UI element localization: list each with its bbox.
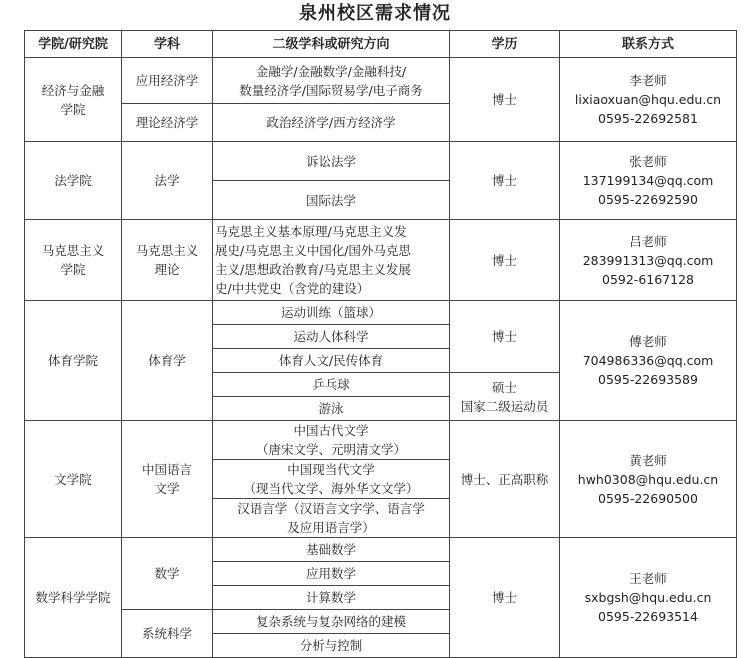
college-line: 经济与金融 bbox=[41, 82, 105, 98]
contact-name: 张老师 bbox=[629, 154, 667, 169]
degree-cell bbox=[450, 373, 560, 421]
table-row bbox=[25, 142, 737, 181]
degree-cell: 博士 bbox=[450, 142, 560, 220]
table-row bbox=[25, 421, 737, 460]
contact-cell bbox=[560, 538, 737, 658]
direction-cell: 分析与控制 bbox=[213, 634, 450, 658]
direction-cell bbox=[213, 58, 450, 104]
subject-line: 中国语言 bbox=[141, 462, 192, 477]
subject-line: 文学 bbox=[154, 481, 180, 496]
subject-cell bbox=[122, 421, 213, 538]
direction-line: （现当代文学、海外华文文学） bbox=[243, 481, 419, 496]
college-cell bbox=[25, 220, 122, 301]
direction-line: （唐宋文学、元明清文学） bbox=[255, 442, 406, 457]
table-row bbox=[25, 538, 737, 562]
degree-line: 硕士 bbox=[491, 379, 517, 395]
contact-email[interactable]: lixiaoxuan@hqu.edu.cn bbox=[574, 92, 722, 107]
contact-name: 王老师 bbox=[629, 571, 667, 586]
college-cell: 法学院 bbox=[25, 142, 122, 220]
header-subject: 学科 bbox=[122, 31, 213, 58]
page-title: 泉州校区需求情况 bbox=[299, 3, 451, 24]
contact-cell bbox=[560, 58, 737, 142]
direction-line: 汉语言学（汉语言文字学、语言学 bbox=[237, 501, 425, 516]
direction-line: 主义/思想政治教育/马克思主义发展 bbox=[215, 262, 411, 277]
contact-name: 李老师 bbox=[629, 73, 667, 88]
contact-phone: 0595-22690500 bbox=[598, 490, 698, 506]
direction-line: 数量经济学/国际贸易学/电子商务 bbox=[239, 82, 423, 98]
contact-cell bbox=[560, 142, 737, 220]
contact-phone: 0595-22692590 bbox=[598, 192, 698, 207]
table-row bbox=[25, 301, 737, 325]
header-direction: 二级学科或研究方向 bbox=[213, 31, 450, 58]
subject-cell: 体育学 bbox=[122, 301, 213, 421]
subject-line: 马克思主义 bbox=[135, 243, 199, 258]
degree-cell: 博士 bbox=[450, 301, 560, 373]
degree-cell: 博士 bbox=[450, 220, 560, 301]
direction-cell: 基础数学 bbox=[213, 538, 450, 562]
contact-cell bbox=[560, 220, 737, 301]
direction-cell bbox=[213, 220, 450, 301]
subject-cell bbox=[122, 220, 213, 301]
direction-line: 展史/马克思主义中国化/国外马克思 bbox=[215, 243, 411, 258]
direction-line: 中国现当代文学 bbox=[287, 462, 375, 477]
contact-cell bbox=[560, 421, 737, 538]
contact-name: 傅老师 bbox=[629, 334, 667, 349]
contact-cell bbox=[560, 301, 737, 421]
contact-email[interactable]: hwh0308@hqu.edu.cn bbox=[577, 471, 719, 487]
degree-cell: 博士、正高职称 bbox=[450, 421, 560, 538]
contact-email[interactable]: sxbgsh@hqu.edu.cn bbox=[584, 590, 712, 605]
direction-cell: 政治经济学/西方经济学 bbox=[213, 104, 450, 142]
direction-line: 马克思主义基本原理/马克思主义发 bbox=[215, 224, 407, 239]
direction-line: 金融学/金融数学/金融科技/ bbox=[255, 63, 407, 79]
direction-cell: 应用数学 bbox=[213, 562, 450, 586]
header-contact: 联系方式 bbox=[560, 31, 737, 58]
table-header-row bbox=[25, 31, 737, 58]
college-cell: 文学院 bbox=[25, 421, 122, 538]
contact-email[interactable]: 137199134@qq.com bbox=[582, 173, 714, 188]
subject-cell: 数学 bbox=[122, 538, 213, 610]
degree-cell: 博士 bbox=[450, 58, 560, 142]
subject-cell: 理论经济学 bbox=[122, 104, 213, 142]
direction-line: 史/中共党史（含党的建设） bbox=[215, 281, 370, 296]
subject-cell: 法学 bbox=[122, 142, 213, 220]
direction-cell bbox=[213, 499, 450, 538]
subject-cell: 应用经济学 bbox=[122, 58, 213, 104]
direction-cell: 计算数学 bbox=[213, 586, 450, 610]
direction-cell: 运动训练（篮球） bbox=[213, 301, 450, 325]
contact-phone: 0595-22693514 bbox=[598, 609, 698, 624]
direction-cell: 运动人体科学 bbox=[213, 325, 450, 349]
contact-phone: 0592-6167128 bbox=[602, 271, 694, 287]
direction-cell: 国际法学 bbox=[213, 181, 450, 220]
direction-cell: 诉讼法学 bbox=[213, 142, 450, 181]
recruitment-table bbox=[24, 30, 737, 658]
contact-name: 黄老师 bbox=[629, 452, 667, 468]
direction-cell: 游泳 bbox=[213, 397, 450, 421]
contact-phone: 0595-22693589 bbox=[598, 372, 698, 387]
college-cell: 数学科学学院 bbox=[25, 538, 122, 658]
college-line: 学院 bbox=[60, 101, 86, 117]
header-college: 学院/研究院 bbox=[25, 31, 122, 58]
college-line: 学院 bbox=[60, 262, 86, 277]
direction-line: 及应用语言学） bbox=[287, 520, 375, 535]
degree-cell: 博士 bbox=[450, 538, 560, 658]
contact-phone: 0595-22692581 bbox=[598, 111, 698, 126]
direction-cell: 复杂系统与复杂网络的建模 bbox=[213, 610, 450, 634]
degree-line: 国家二级运动员 bbox=[460, 398, 549, 414]
subject-cell: 系统科学 bbox=[122, 610, 213, 658]
contact-email[interactable]: 704986336@qq.com bbox=[582, 353, 714, 368]
direction-cell: 乒乓球 bbox=[213, 373, 450, 397]
table-row bbox=[25, 220, 737, 301]
direction-cell bbox=[213, 421, 450, 460]
contact-name: 吕老师 bbox=[629, 233, 667, 249]
college-cell bbox=[25, 58, 122, 142]
header-degree: 学历 bbox=[450, 31, 560, 58]
subject-line: 理论 bbox=[154, 262, 180, 277]
college-cell: 体育学院 bbox=[25, 301, 122, 421]
direction-line: 中国古代文学 bbox=[293, 423, 369, 438]
college-line: 马克思主义 bbox=[41, 243, 105, 258]
table-row bbox=[25, 58, 737, 104]
contact-email[interactable]: 283991313@qq.com bbox=[582, 252, 714, 268]
direction-cell bbox=[213, 460, 450, 499]
direction-cell: 体育人文/民传体育 bbox=[213, 349, 450, 373]
